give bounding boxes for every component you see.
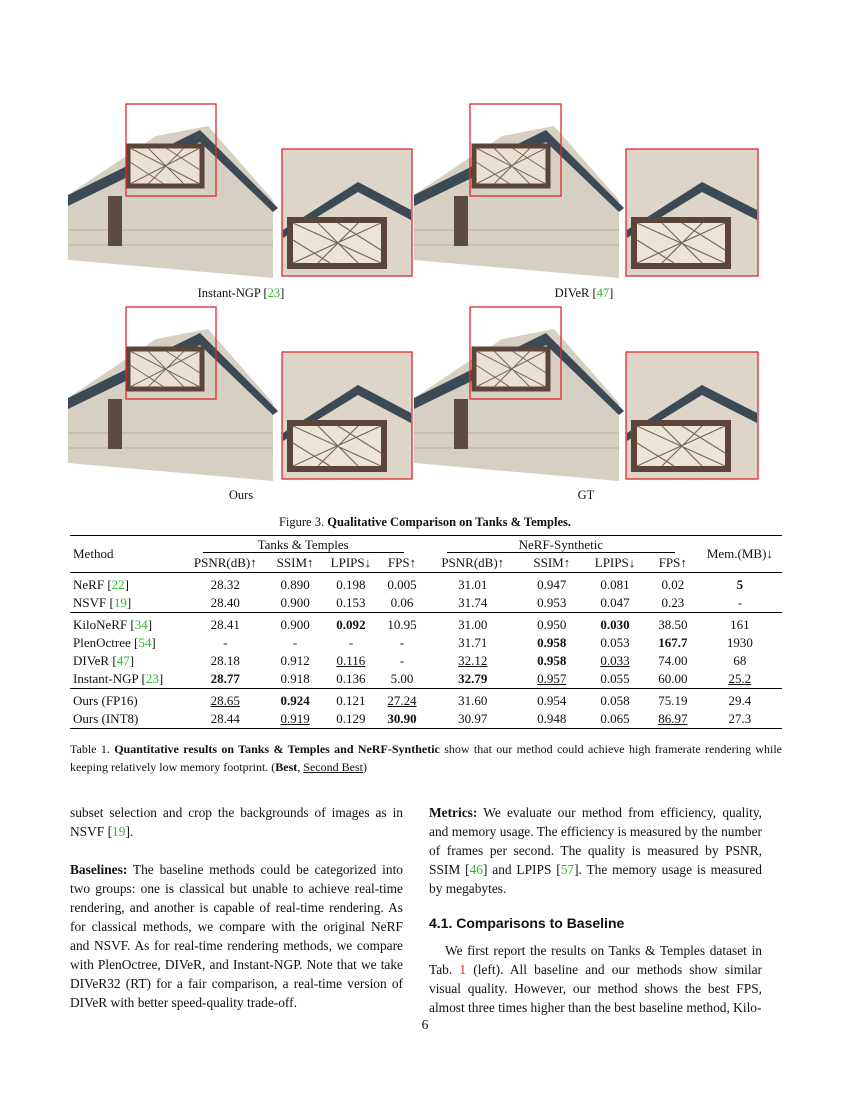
table-row <box>70 594 782 613</box>
method-name: Ours (FP16) <box>73 693 138 708</box>
table-cell: 0.047 <box>600 595 630 610</box>
table-cell: 0.065 <box>600 711 630 726</box>
table-cell: 31.74 <box>458 595 488 610</box>
house-image <box>414 329 624 481</box>
house-image <box>68 329 278 481</box>
table-cell: 27.3 <box>728 711 752 726</box>
table-cell: 38.50 <box>658 617 688 632</box>
table-cell: 74.00 <box>658 653 688 668</box>
citation-link[interactable]: 54 <box>138 635 152 650</box>
table-cell: 0.116 <box>336 653 366 668</box>
table-cell: - <box>348 635 354 650</box>
table-cell: 0.129 <box>336 711 366 726</box>
table-cell: - <box>399 653 405 668</box>
table-cell: 28.40 <box>210 595 240 610</box>
table-cell: 0.23 <box>661 595 685 610</box>
table-cell: 25.2 <box>728 671 752 686</box>
table-cell: 0.055 <box>600 671 630 686</box>
right-column <box>429 803 762 1017</box>
table-row <box>70 710 782 729</box>
table-cell: 28.18 <box>210 653 240 668</box>
table-cell: - <box>223 635 228 650</box>
header-lpips: LPIPS↓ <box>330 555 372 570</box>
table-cell: 31.71 <box>458 635 488 650</box>
table-cell: 30.97 <box>458 711 488 726</box>
citation-link[interactable]: 23 <box>145 671 159 686</box>
table-cell: 28.65 <box>210 693 240 708</box>
table-cell: 0.912 <box>280 653 310 668</box>
table-cell: 0.958 <box>537 653 567 668</box>
table-cell: 0.918 <box>280 671 310 686</box>
table-cell: 31.00 <box>458 617 488 632</box>
table-cell: 75.19 <box>658 693 688 708</box>
table-cell: 0.953 <box>537 595 567 610</box>
table-cell: 0.030 <box>600 617 630 632</box>
table-cell: 60.00 <box>658 671 688 686</box>
method-name: NSVF [19] <box>73 595 132 610</box>
table-cell: 167.7 <box>658 635 688 650</box>
zoom-inset <box>282 352 412 479</box>
header-memory: Mem.(MB)↓ <box>706 546 773 561</box>
baselines-paragraph: Baselines: The baseline methods could be categorized into two groups: one is classical but unable to achieve real-time rendering, and another is capable of real-time rendering. As for classical methods, we compare with the original NeRF and NSVF. As for real-time rendering methods, we compare with PlenOctree, DIVeR, and Instant-NGP. Note that we take DIVeR32 (RT) for a fair comparison, a real-time version of DIVeR with better speed-quality trade-off. <box>70 862 403 1010</box>
header-fps: FPS↑ <box>387 555 417 570</box>
header-fps: FPS↑ <box>658 555 687 570</box>
header-nerf-synthetic: NeRF-Synthetic <box>424 536 698 555</box>
table-cell: 86.97 <box>658 711 688 726</box>
table-cell: 30.90 <box>387 711 417 726</box>
table-cell: 0.958 <box>537 635 567 650</box>
zoom-inset <box>626 352 758 479</box>
table-cell: 5 <box>736 577 744 592</box>
table-cell: 0.947 <box>537 577 567 592</box>
table-cell: 5.00 <box>390 671 414 686</box>
table-cell: 27.24 <box>387 693 417 708</box>
table-cell: - <box>399 635 405 650</box>
table-cell: 31.60 <box>458 693 488 708</box>
header-ssim: SSIM↑ <box>276 555 314 570</box>
citation-link[interactable]: 46 <box>469 862 483 877</box>
table-cell: 0.121 <box>336 693 366 708</box>
table-ref-link[interactable]: 1 <box>459 962 467 977</box>
table-cell: 0.058 <box>600 693 630 708</box>
table-row <box>70 573 782 595</box>
table-row <box>70 689 782 711</box>
page-number: 6 <box>421 1017 429 1032</box>
method-name: Ours (INT8) <box>73 711 139 726</box>
table-cell: 28.41 <box>210 617 240 632</box>
panel-label-gt: GT <box>577 488 595 502</box>
citation-link[interactable]: 57 <box>560 862 575 877</box>
method-name: NeRF [22] <box>73 577 129 592</box>
table-cell: 0.924 <box>280 693 310 708</box>
zoom-inset <box>282 149 412 276</box>
table-cell: 0.081 <box>600 577 630 592</box>
table-row <box>70 613 782 635</box>
table-cell: - <box>737 595 743 610</box>
table-cell: 0.948 <box>537 711 567 726</box>
header-lpips: LPIPS↓ <box>594 555 636 570</box>
header-tanks-temples: Tanks & Temples <box>182 536 424 555</box>
table-cell: 0.153 <box>336 595 366 610</box>
table-cell: 0.053 <box>600 635 630 650</box>
citation-link[interactable]: 47 <box>116 653 130 668</box>
table-cell: 0.919 <box>280 711 310 726</box>
figure-panel-diver <box>414 100 760 284</box>
results-table <box>70 535 782 729</box>
table-cell: 0.890 <box>280 577 310 592</box>
section-heading: 4.1. Comparisons to Baseline <box>429 915 625 931</box>
table-cell: 28.77 <box>210 671 240 686</box>
left-column <box>70 803 403 1012</box>
table-cell: - <box>292 635 298 650</box>
method-name: DIVeR [47] <box>73 653 135 668</box>
citation-link[interactable]: 22 <box>111 577 125 592</box>
metrics-paragraph: Metrics: We evaluate our method from efficiency, quality, and memory usage. The efficiency is measured by the number of frames per second. The quality is measured by PSNR, SSIM [46] and LPIPS [57]. The memory usage is measured by megabytes. <box>429 805 763 896</box>
table-row <box>70 652 782 670</box>
figure-caption: Figure 3. Qualitative Comparison on Tanks & Temples. <box>278 515 572 529</box>
panel-label-diver: DIVeR [47] <box>554 286 614 300</box>
paragraph: subset selection and crop the backgrounds of images as in NSVF [19]. <box>70 805 403 839</box>
citation-link[interactable]: 23 <box>267 286 281 300</box>
table-cell: 0.957 <box>537 671 567 686</box>
table-cell: 0.092 <box>336 617 366 632</box>
table-cell: 0.198 <box>336 577 366 592</box>
table-caption: Table 1. Quantitative results on Tanks & Temples and NeRF-Synthetic show that our method could achieve high framerate rendering while keeping relatively low memory footprint. (Best, Second Best) <box>70 742 782 774</box>
figure-panel-ours <box>68 303 414 487</box>
table-cell: 0.06 <box>390 595 414 610</box>
zoom-inset <box>626 149 758 276</box>
table-cell: 32.12 <box>458 653 488 668</box>
table-cell: 0.900 <box>280 617 310 632</box>
header-method: Method <box>73 546 114 561</box>
citation-link[interactable]: 47 <box>596 286 610 300</box>
citation-link[interactable]: 19 <box>113 595 127 610</box>
table-cell: 1930 <box>726 635 753 650</box>
house-image <box>414 126 624 278</box>
method-name: KiloNeRF [34] <box>73 617 153 632</box>
table-row <box>70 670 782 689</box>
table-cell: 28.32 <box>210 577 240 592</box>
figure-panel-instant-ngp <box>68 100 414 284</box>
table-cell: 0.005 <box>387 577 417 592</box>
table-cell: 0.033 <box>600 653 630 668</box>
table-cell: 10.95 <box>387 617 417 632</box>
panel-label-ours: Ours <box>228 488 254 502</box>
method-name: PlenOctree [54] <box>73 635 156 650</box>
table-cell: 32.79 <box>458 671 488 686</box>
header-psnr: PSNR(dB)↑ <box>193 555 257 570</box>
header-psnr: PSNR(dB)↑ <box>441 555 505 570</box>
table-cell: 161 <box>730 617 750 632</box>
table-cell: 0.136 <box>336 671 366 686</box>
table-cell: 0.950 <box>537 617 567 632</box>
table-row <box>70 634 782 652</box>
table-cell: 0.02 <box>661 577 685 592</box>
section-paragraph: We first report the results on Tanks & Temples dataset in Tab. 1 (left). All baseline and our methods show similar visual quality. However, our method shows the best FPS, almost three times higher than the best baseline method, Kilo- <box>429 943 762 1015</box>
figure-panel-gt <box>414 303 760 487</box>
table-cell: 28.44 <box>210 711 240 726</box>
citation-link[interactable]: 34 <box>134 617 148 632</box>
table-body <box>70 573 782 729</box>
table-cell: 0.954 <box>537 693 567 708</box>
table-cell: 0.900 <box>280 595 310 610</box>
table-cell: 29.4 <box>728 693 752 708</box>
citation-link[interactable]: 19 <box>112 824 126 839</box>
house-image <box>68 126 278 278</box>
header-ssim: SSIM↑ <box>533 555 571 570</box>
panel-label-instant-ngp: Instant-NGP [23] <box>197 286 285 300</box>
table-cell: 68 <box>733 653 747 668</box>
method-name: Instant-NGP [23] <box>73 671 164 686</box>
table-cell: 31.01 <box>458 577 488 592</box>
